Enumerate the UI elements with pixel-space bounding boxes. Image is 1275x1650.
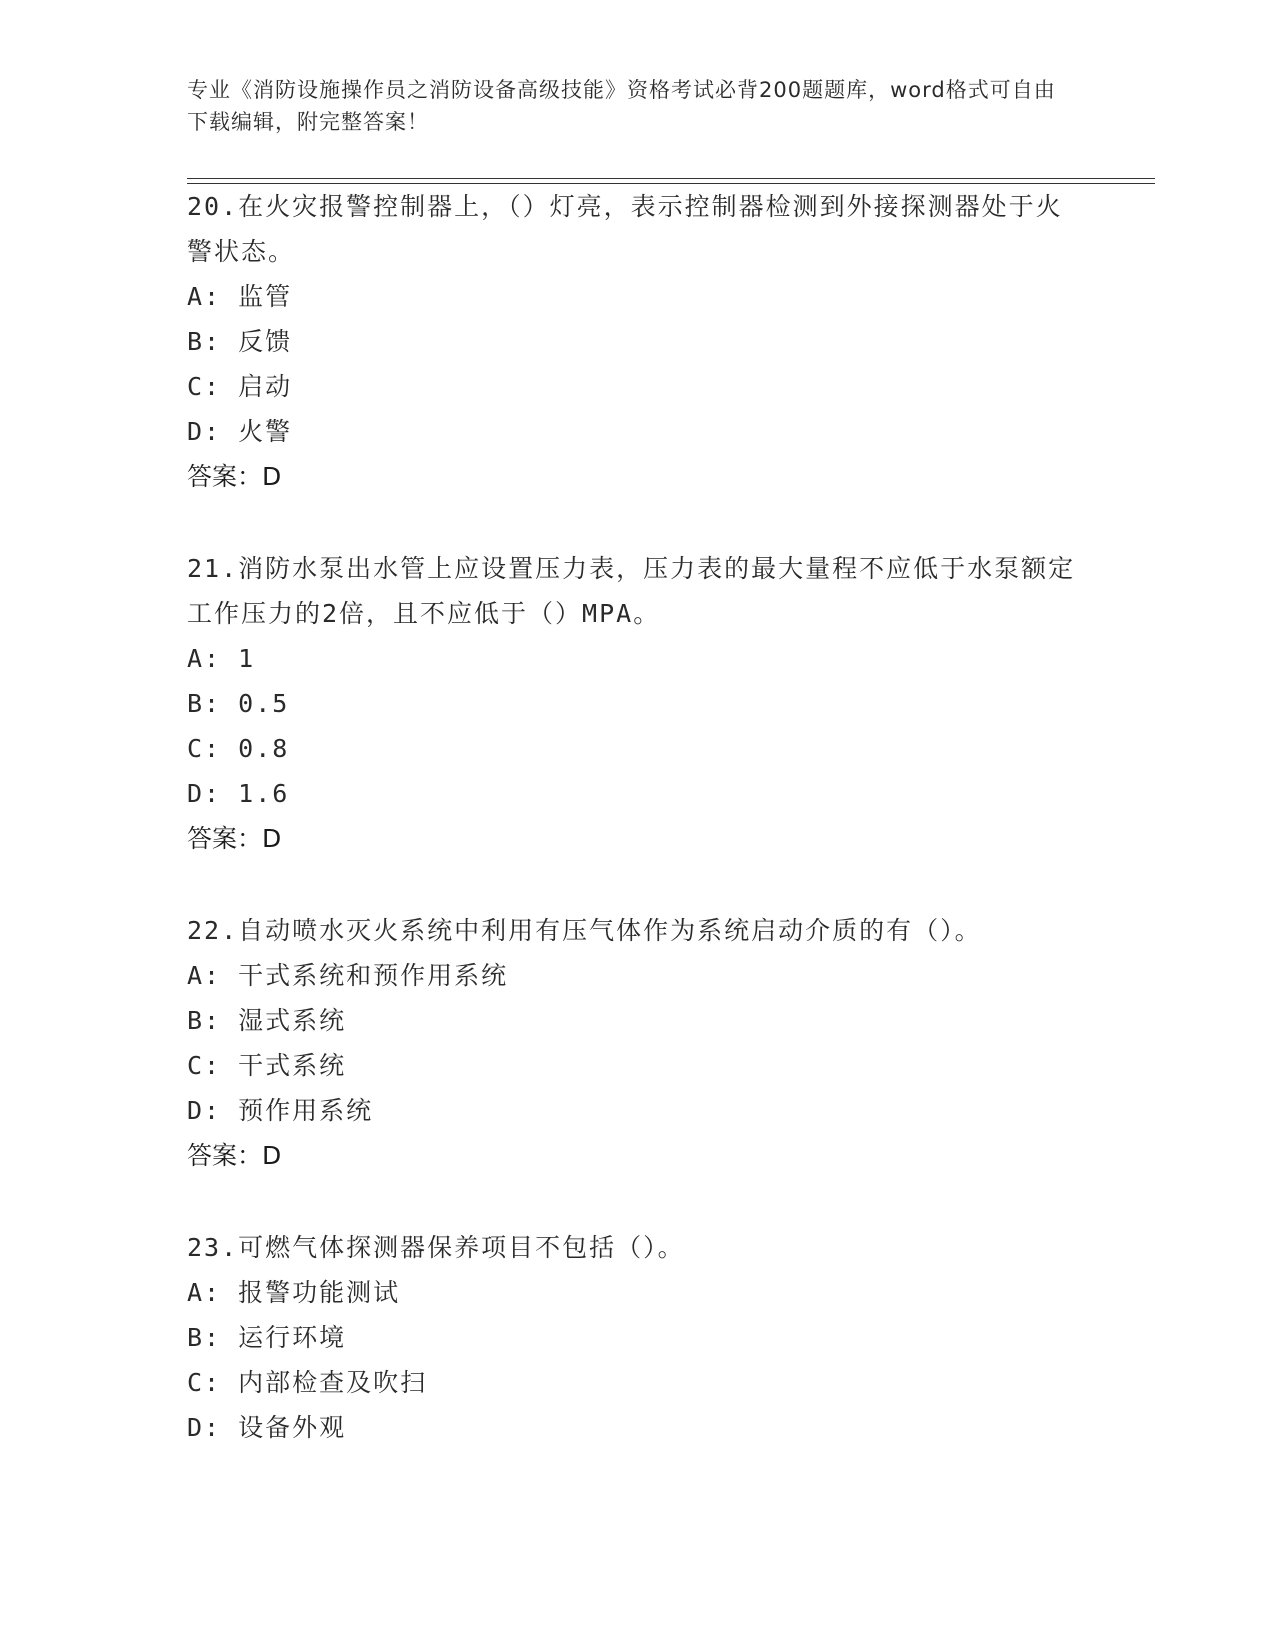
option-c: C: 启动 [187, 372, 293, 401]
option-a: A: 报警功能测试 [187, 1278, 401, 1307]
option-c: C: 干式系统 [187, 1051, 347, 1080]
option-d: D: 设备外观 [187, 1413, 347, 1442]
question-23 [187, 1225, 1077, 1450]
question-20 [187, 184, 1077, 499]
question-21 [187, 546, 1077, 861]
option-c: C: 0.8 [187, 734, 290, 763]
option-b: B: 0.5 [187, 689, 290, 718]
option-a: A: 1 [187, 644, 256, 673]
question-stem: 20.在火灾报警控制器上，（）灯亮，表示控制器检测到外接探测器处于火警状态。 [187, 192, 1063, 266]
answer-line: 答案：D [187, 1141, 282, 1170]
option-c: C: 内部检查及吹扫 [187, 1368, 428, 1397]
option-b: B: 运行环境 [187, 1323, 347, 1352]
answer-line: 答案：D [187, 462, 282, 491]
option-d: D: 1.6 [187, 779, 290, 808]
answer-line: 答案：D [187, 824, 282, 853]
option-b: B: 湿式系统 [187, 1006, 347, 1035]
document-header: 专业《消防设施操作员之消防设备高级技能》资格考试必背200题题库，word格式可自由下载编辑，附完整答案！ [187, 78, 1056, 134]
option-a: A: 干式系统和预作用系统 [187, 961, 509, 990]
option-b: B: 反馈 [187, 327, 293, 356]
option-a: A: 监管 [187, 282, 293, 311]
option-d: D: 火警 [187, 417, 293, 446]
option-d: D: 预作用系统 [187, 1096, 374, 1125]
question-stem: 23.可燃气体探测器保养项目不包括（）。 [187, 1233, 685, 1262]
question-22 [187, 908, 1077, 1178]
question-stem: 22.自动喷水灭火系统中利用有压气体作为系统启动介质的有（）。 [187, 916, 982, 945]
question-stem: 21.消防水泵出水管上应设置压力表，压力表的最大量程不应低于水泵额定工作压力的2倍，且不应低于（）MPA。 [187, 554, 1076, 628]
header-divider-top [187, 178, 1155, 179]
